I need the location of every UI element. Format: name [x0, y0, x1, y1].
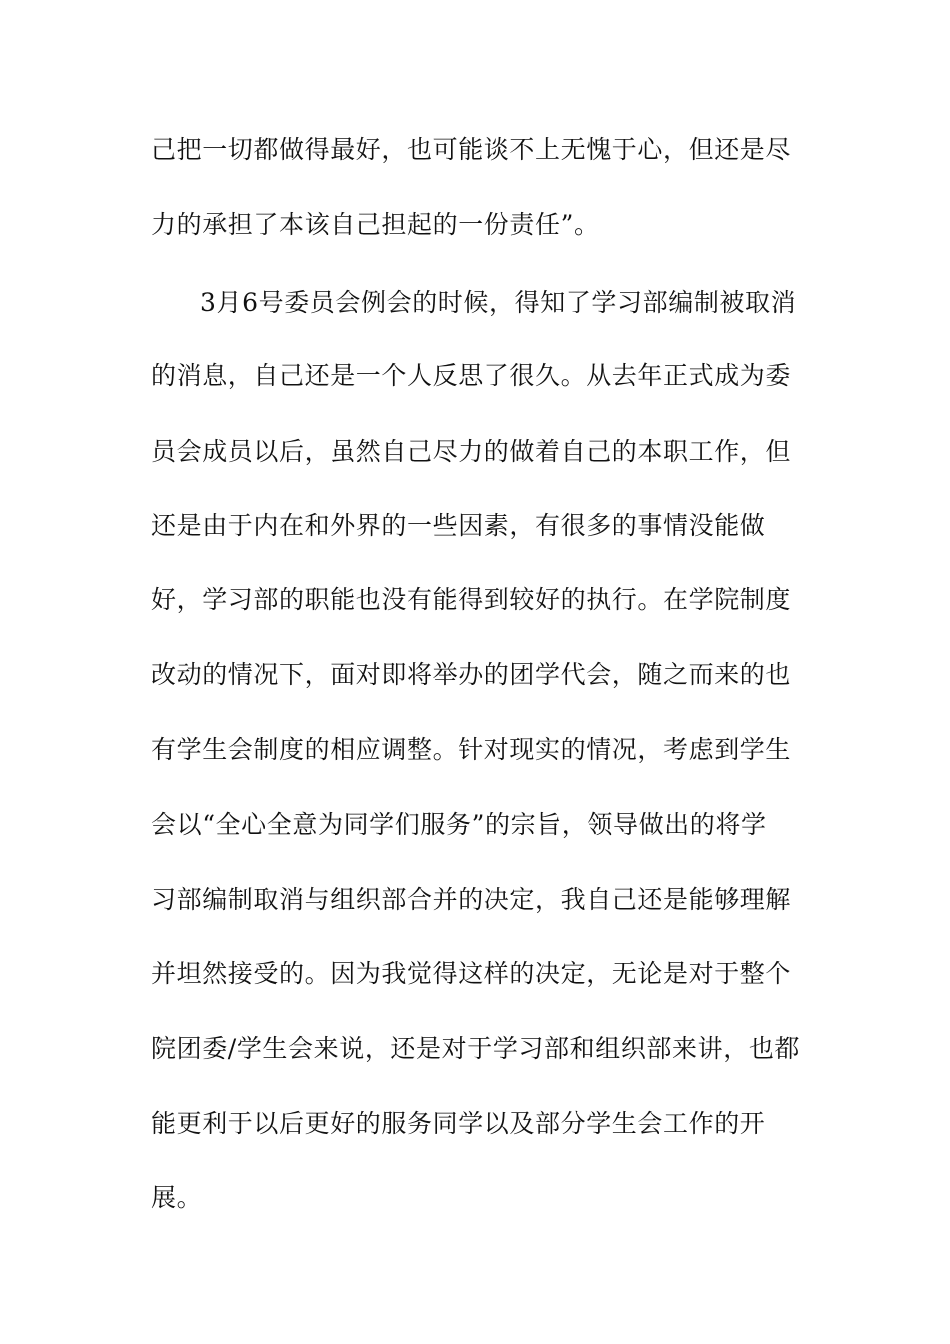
text-line: 好，学习部的职能也没有能得到较好的执行。在学院制度 [151, 585, 792, 614]
text-line: 还是由于内在和外界的一些因素，有很多的事情没能做 [151, 511, 766, 540]
text-line: 会以“全心全意为同学们服务”的宗旨，领导做出的将学 [151, 810, 767, 839]
text-line: 的消息，自己还是一个人反思了很久。从去年正式成为委 [151, 361, 792, 390]
text-line: 员会成员以后，虽然自己尽力的做着自己的本职工作，但 [151, 437, 792, 466]
text-line: 并坦然接受的。因为我觉得这样的决定，无论是对于整个 [151, 959, 792, 988]
text-line: 己把一切都做得最好，也可能谈不上无愧于心，但还是尽 [151, 135, 792, 164]
text-line: 有学生会制度的相应调整。针对现实的情况，考虑到学生 [151, 735, 792, 764]
text-line: 能更利于以后更好的服务同学以及部分学生会工作的开 [151, 1109, 766, 1138]
text-line: 习部编制取消与组织部合并的决定，我自己还是能够理解 [151, 885, 792, 914]
text-line: 展。 [151, 1183, 203, 1212]
text-line: 力的承担了本该自己担起的一份责任”。 [151, 210, 600, 239]
paragraph-first-line: 3月6号委员会例会的时候，得知了学习部编制被取消 [200, 288, 797, 317]
text-line: 院团委/学生会来说，还是对于学习部和组织部来讲，也都 [151, 1034, 801, 1063]
text-line: 改动的情况下，面对即将举办的团学代会，随之而来的也 [151, 660, 792, 689]
